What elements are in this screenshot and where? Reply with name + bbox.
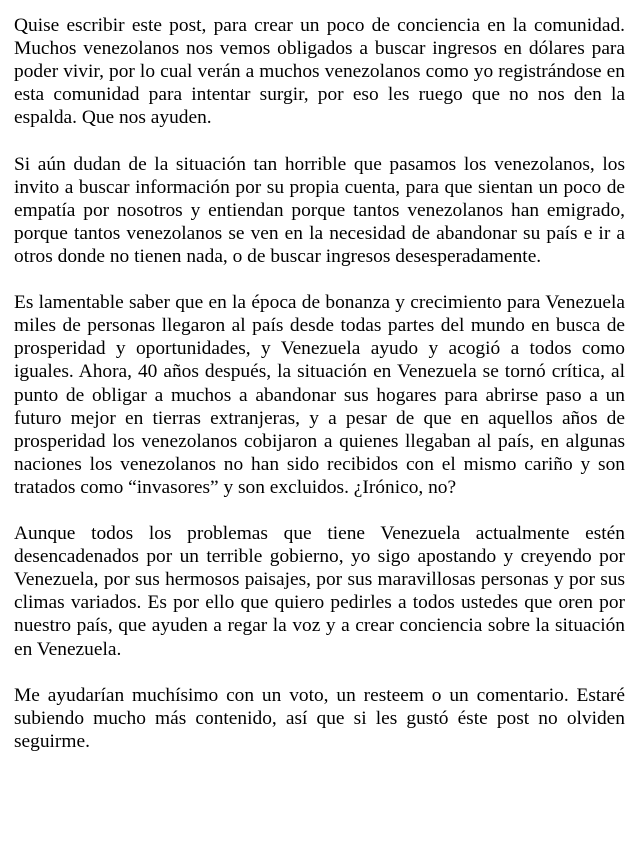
paragraph-intro: Quise escribir este post, para crear un poco de conciencia en la comunidad. Muchos venezolanos nos vemos obligados a buscar ingresos en dólares para poder vivir, por lo cual verán a muchos venezolanos como yo registrándose en esta comunidad para intentar surgir, por eso les ruego que no nos den la espalda. Que nos ayuden. bbox=[14, 15, 625, 129]
paragraph-situation: Si aún dudan de la situación tan horrible que pasamos los venezolanos, los invito a buscar información por su propia cuenta, para que sientan un poco de empatía por nosotros y entiendan porque tantos venezolanos han emigrado, porque tantos venezolanos se ven en la necesidad de abandonar su país e ir a otros donde no tienen nada, o de buscar ingresos desesperadamente. bbox=[14, 153, 625, 267]
paragraph-hope: Aunque todos los problemas que tiene Venezuela actualmente estén desencadenados por un terrible gobierno, yo sigo apostando y creyendo por Venezuela, por sus hermosos paisajes, por sus maravillosas personas y por sus climas variados. Es por ello que quiero pedirles a todos ustedes que oren por nuestro país, que ayuden a regar la voz y a crear conciencia sobre la situación en Venezuela. bbox=[14, 523, 625, 660]
paragraph-call-to-action: Me ayudarían muchísimo con un voto, un resteem o un comentario. Estaré subiendo mucho más contenido, así que si les gustó éste post no olviden seguirme. bbox=[14, 684, 625, 752]
paragraph-history: Es lamentable saber que en la época de bonanza y crecimiento para Venezuela miles de personas llegaron al país desde todas partes del mundo en busca de prosperidad y oportunidades, y Venezuela ayudo y acogió a todos como iguales. Ahora, 40 años después, la situación en Venezuela se tornó crítica, al punto de obligar a muchos a abandonar sus hogares para abrirse paso a un futuro mejor en tierras extranjeras, y a pesar de que en aquellos años de prosperidad los venezolanos cobijaron a quienes llegaban al país, en algunas naciones los venezolanos no han sido recibidos con el mismo cariño y son tratados como “invasores” y son excluidos. ¿Irónico, no? bbox=[14, 292, 625, 498]
